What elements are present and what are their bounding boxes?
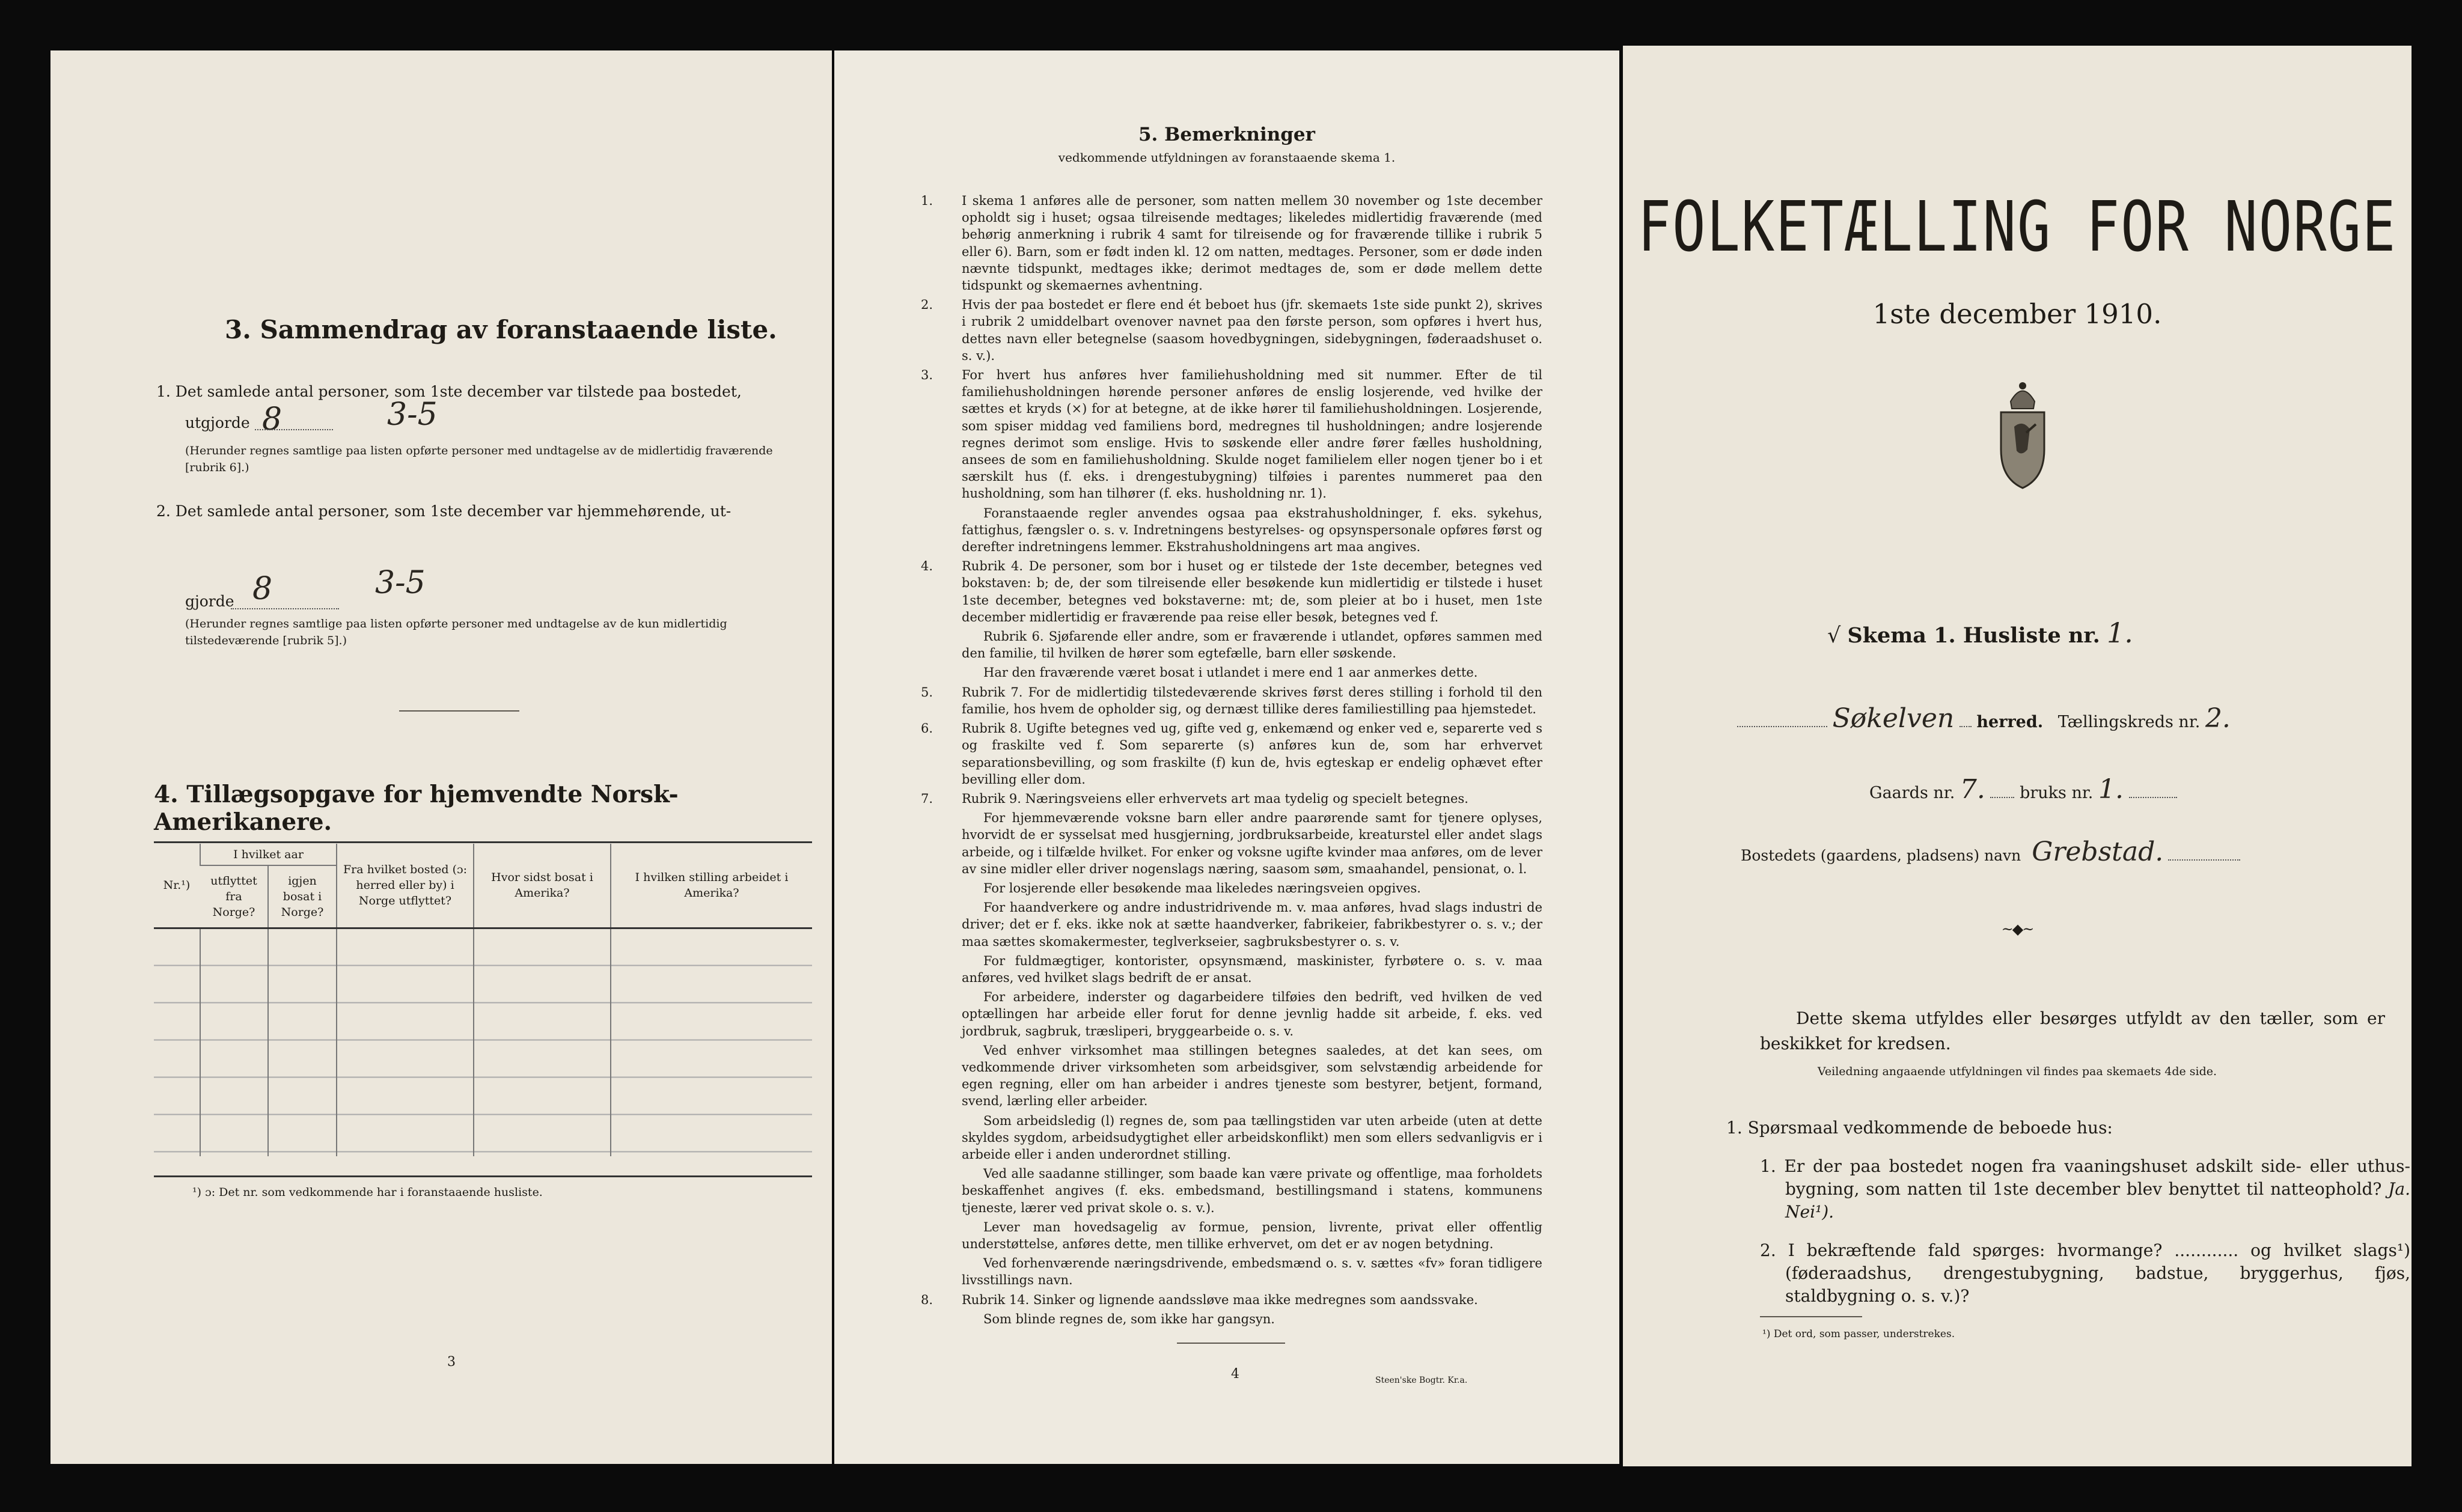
remark-number: 6.: [921, 721, 933, 736]
remark-number: 8.: [921, 1292, 933, 1307]
bosted-row: [1741, 837, 2240, 867]
item1-value: 8: [262, 401, 283, 437]
right-footnote: ¹) Det ord, som passer, understrekes.: [1762, 1328, 1955, 1340]
remark-text: I skema 1 anføres alle de personer, som natten mellem 30 november og 1ste december opholdt sig i huset; ogsaa tilreisende medtages; likeledes midlertidig fraværende (med behørig anmerkning i rubrik 4 samt for tilreisende og for fraværende tillike i rubrik 5 eller 6). Barn, som er født inden kl. 12 om natten, medtages. Personer, som er døde inden nævnte tidspunkt, medtages ikke; derimot medtages de, som er døde mellem dette tidspunkt og skemaernes avhentning.: [962, 194, 1542, 293]
col-nr: Nr.¹): [163, 879, 191, 892]
item1-note: (Herunder regnes samtlige paa listen opførte personer med undtagelse av de midlertidig fraværende [rubrik 6].): [185, 444, 773, 474]
printer-mark: Steen'ske Bogtr. Kr.a.: [1375, 1376, 1468, 1385]
page-middle: [834, 50, 1619, 1464]
schema-label-row: √ Skema 1. Husliste nr. 1.: [1827, 617, 2133, 649]
intro-text: Dette skema utfyldes eller besørges utfyldt av den tæller, som er beskikket for kredsen.: [1760, 1008, 2385, 1053]
remarks-title: 5. Bemerkninger: [1138, 124, 1315, 145]
col-bosat: igjen bosat i Norge?: [268, 865, 337, 928]
remark-text: Som blinde regnes de, som ikke har gangsyn.: [983, 1311, 1275, 1326]
gaards-row: [1869, 774, 2177, 805]
bosted-hand: Grebstad.: [2032, 837, 2164, 867]
remark-text: Rubrik 7. For de midlertidig tilstedeværende skrives først deres stilling i forhold til den familie, hos hvem de opholder sig, og dernæst tillike deres familiestilling paa hjemstedet.: [962, 684, 1542, 716]
item2-prefix: gjorde: [185, 593, 234, 610]
item2-hand: 3-5: [375, 565, 426, 601]
table-cell: [268, 928, 337, 1156]
bruks-nr: 1.: [2098, 774, 2124, 805]
section4-title: 4. Tillægsopgave for hjemvendte Norsk-Amerikanere.: [154, 781, 679, 836]
remark-text: For fuldmægtiger, kontorister, opsynsmænd, maskinister, fyrbøtere o. s. v. maa anføres, ved hvilket slags bedrift de er ansat.: [962, 953, 1542, 985]
remark-paragraph: [921, 192, 1542, 294]
remark-text: For hvert hus anføres hver familiehusholdning med sit nummer. Efter de til familiehusholdningen hørende personer anføres de enslig losjerende, ved hvilke der sættes et kryds (×) for at betegne, at de ikke hører til familiehusholdningen. Losjerende, som spiser middag ved familiens bord, medregnes til husholdningen; andre losjerende regnes derimot som enslige. Hvis to søskende eller andre fører fælles husholdning, ansees de som en familiehusholdning. Skulde noget familielem eller nogen tjener bo i et særskilt hus (f. eks. i drengestubygning) tilføies i parentes nummeret paa den husholdning, som han tilhører (f. eks. husholdning nr. 1).: [962, 368, 1542, 501]
remark-text: Rubrik 9. Næringsveiens eller erhvervets art maa tydelig og specielt betegnes.: [962, 791, 1468, 806]
item1-line1: 1. Det samlede antal personer, som 1ste december var tilstede paa bostedet,: [156, 383, 742, 400]
remark-paragraph: [921, 790, 1542, 807]
divider: [399, 710, 519, 712]
remark-text: Rubrik 4. De personer, som bor i huset og er tilstede der 1ste december, betegnes ved bokstaven: b; de, der som tilreisende eller besøkende kun midlertidig er tilstede i huset 1ste december, betegnes ved bokstaverne: mt; de, som pleier at bo i huset, men 1ste december midlertidig er fraværende paa reise eller besøk, betegnes ved f.: [962, 559, 1542, 624]
schema-label: Skema 1. Husliste nr.: [1847, 623, 2100, 648]
remark-paragraph: [941, 899, 1542, 950]
veiledning-text: Veiledning angaaende utfyldningen vil findes paa skemaets 4de side.: [1817, 1065, 2217, 1078]
remark-text: Ved alle saadanne stillinger, som baade kan være private og offentlige, maa forholdets beskaffenhet angives (f. eks. embedsmand, bestillingsmand i statens, kommunens tjeneste, lærer ved privat skole o. s. v.).: [962, 1166, 1542, 1215]
item1-prefix: utgjorde: [185, 414, 250, 431]
table-cell: [154, 928, 200, 1156]
remarks-list: [921, 192, 1542, 1330]
remark-paragraph: [941, 505, 1542, 556]
item2-value: 8: [252, 571, 273, 607]
census-date: 1ste december 1910.: [1872, 298, 2162, 330]
gaards-nr: 7.: [1960, 774, 1985, 805]
remark-paragraph: [921, 684, 1542, 718]
remark-paragraph: [921, 367, 1542, 502]
section4-footnote: ¹) ɔ: Det nr. som vedkommende har i foranstaaende husliste.: [192, 1186, 543, 1199]
remarks-subtitle: vedkommende utfyldningen av foranstaaende skema 1.: [1058, 150, 1396, 165]
remark-paragraph: [941, 880, 1542, 897]
remark-paragraph: [941, 953, 1542, 986]
remark-text: Som arbeidsledig (l) regnes de, som paa tællingstiden var uten arbeide (uten at dette skyldes sygdom, arbeidsudygtighet eller arbeidskonflikt) men som ellers sedvanligvis er i arbeide eller i anden underordnet stilling.: [962, 1113, 1542, 1162]
remark-text: For arbeidere, inderster og dagarbeidere tilføies den bedrift, ved hvilken de ved optællingen har arbeide eller forut for denne jevnlig hadde sit arbeide, f. eks. ved jordbruk, sagbruk, træsliperi, bryggearbeide o. s. v.: [962, 990, 1542, 1038]
gaards-label: Gaards nr.: [1869, 784, 1955, 802]
remark-text: Har den fraværende været bosat i utlandet i mere end 1 aar anmerkes dette.: [983, 665, 1478, 680]
remark-paragraph: [921, 296, 1542, 364]
question-1-text: 1. Er der paa bostedet nogen fra vaaningshuset adskilt side- eller uthus-bygning, som natten til 1ste december blev benyttet til natteophold?: [1760, 1156, 2410, 1199]
remark-number: 1.: [921, 194, 933, 208]
item2-note: (Herunder regnes samtlige paa listen opførte personer med undtagelse av de kun midlertidig tilstedeværende [rubrik 5].): [185, 617, 727, 647]
bruks-label: bruks nr.: [2020, 784, 2094, 802]
norsk-amerikanere-table: [154, 841, 812, 1156]
husliste-nr: 1.: [2107, 617, 2133, 649]
col-group: I hvilket aar: [200, 844, 337, 865]
remark-paragraph: [941, 1112, 1542, 1163]
table-cell: [474, 928, 611, 1156]
remark-text: Ved enhver virksomhet maa stillingen betegnes saaledes, at det kan sees, om vedkommende driver virksomheten som arbeidsgiver, som selvstændig arbeidende for egen regning, eller om han arbeider i andres tjeneste som bestyrer, betjent, formand, svend, lærling eller arbeider.: [962, 1043, 1542, 1109]
remark-number: 3.: [921, 368, 933, 383]
page-right: [1623, 46, 2412, 1466]
remark-paragraph: [921, 558, 1542, 626]
remark-text: Rubrik 6. Sjøfarende eller andre, som er fraværende i utlandet, opføres sammen med den familie, til hvilken de hører som egtefælle, barn eller søskende.: [962, 629, 1542, 661]
remark-paragraph: [941, 664, 1542, 681]
kreds-nr: 2.: [2205, 703, 2231, 734]
remark-paragraph: [941, 628, 1542, 662]
remark-text: For hjemmeværende voksne barn eller andre paarørende samt for tjenere oplyses, hvorvidt de er sysselsat med husgjerning, jordbruksarbeide, kreaturstel eller andet slags arbeide, og i tilfælde hvilket. For enker og voksne ugifte kvinder maa anføres, om de lever av sine midler eller driver nogenslags næring, saasom søm, smaahandel, pensionat, o. l.: [962, 811, 1542, 876]
remark-text: Ved forhenværende næringsdrivende, embedsmænd o. s. v. sættes «fv» foran tidligere livsstillings navn.: [962, 1256, 1542, 1288]
remark-number: 5.: [921, 684, 933, 700]
main-title: FOLKETÆLLING FOR NORGE: [1637, 186, 2397, 267]
remark-number: 2.: [921, 297, 933, 312]
question-1: [1760, 1155, 2410, 1224]
remark-text: Rubrik 14. Sinker og lignende aandssløve maa ikke medregnes som aandssvake.: [962, 1292, 1478, 1307]
remark-paragraph: [941, 989, 1542, 1040]
remark-number: 7.: [921, 791, 933, 806]
remark-number: 4.: [921, 559, 933, 574]
remark-text: For haandverkere og andre industridrivende m. v. maa anføres, hvad slags industri de driver; det er f. eks. ikke nok at sætte haandverker, fabrikeier, fabrikbestyrer o. s. v.; der maa sættes skomakermester, teglverkseier, sagbruksbestyrer o. s. v.: [962, 900, 1542, 949]
questions-header: 1. Spørsmaal vedkommende de beboede hus:: [1726, 1118, 2113, 1138]
bottom-divider: [1177, 1343, 1285, 1344]
herred-label: herred.: [1976, 713, 2044, 731]
col-stilling: I hvilken stilling arbeidet i Amerika?: [611, 844, 812, 928]
table-cell: [200, 928, 268, 1156]
page-left: [50, 50, 832, 1464]
remark-paragraph: [941, 1255, 1542, 1288]
footnote-divider: [1760, 1316, 1862, 1317]
remark-text: For losjerende eller besøkende maa likeledes næringsveien opgives.: [983, 880, 1421, 895]
remark-paragraph: [921, 1291, 1542, 1308]
page-number-4: 4: [1231, 1367, 1239, 1382]
col-utflyttet: utflyttet fra Norge?: [210, 874, 257, 919]
col-bosted: Fra hvilket bosted (ɔ: herred eller by) i Norge utflyttet?: [337, 844, 474, 928]
item2-line1: 2. Det samlede antal personer, som 1ste december var hjemmehørende, ut-: [156, 502, 732, 520]
remark-paragraph: [921, 720, 1542, 788]
remark-text: Hvis der paa bostedet er flere end ét beboet hus (jfr. skemaets 1ste side punkt 2), skrives i rubrik 2 umiddelbart ovenover navnet paa den første person, som opføres i hvert hus, dettes navn eller betegnelse (saasom hovedbygningen, sidebygningen, føderaadshuset o. s. v.).: [962, 297, 1542, 363]
table-cell: [337, 928, 474, 1156]
kreds-label: Tællingskreds nr.: [2057, 713, 2201, 731]
question-1-answer: Ja. Nei¹).: [1785, 1179, 2410, 1222]
page-number-3: 3: [447, 1355, 456, 1370]
section3-title: 3. Sammendrag av foranstaaende liste.: [225, 315, 777, 344]
herred-row: [1737, 703, 2386, 734]
col-amerika: Hvor sidst bosat i Amerika?: [474, 844, 611, 928]
question-2: 2. I bekræftende fald spørges: hvormange? ............ og hvilket slags¹) (føderaadshus, drengestubygning, badstue, bryggerhus, fjøs, staldbygning o. s. v.)?: [1760, 1240, 2410, 1306]
remark-paragraph: [941, 809, 1542, 877]
remark-text: Foranstaaende regler anvendes ogsaa paa ekstrahusholdninger, f. eks. sykehus, fattighus, fængsler o. s. v. Indretningens bestyrelses- og opsynspersonale opføres først og derefter indretningens lemmer. Ekstrahusholdningens art maa angives.: [962, 505, 1542, 555]
remark-text: Lever man hovedsagelig av formue, pension, livrente, privat eller offentlig understøttelse, anføres dette, men tillike erhvervet, om det er av nogen betydning.: [962, 1219, 1542, 1251]
ornament: ~◆~: [2001, 921, 2033, 937]
remark-paragraph: [941, 1042, 1542, 1110]
remark-paragraph: [941, 1165, 1542, 1216]
table-cell: [611, 928, 812, 1156]
coat-of-arms-icon: [1993, 377, 2053, 492]
remark-text: Rubrik 8. Ugifte betegnes ved ug, gifte ved g, enkemænd og enker ved e, separerte ved s og fraskilte ved f. Som separerte (s) anføres kun de, som har erhvervet separationsbevilling, og som fraskilte (f) kun de, hvis egteskap er endelig ophævet efter bevilling eller dom.: [962, 721, 1542, 787]
bosted-label: Bostedets (gaardens, pladsens) navn: [1741, 847, 2021, 864]
item2-dotline: [231, 602, 339, 609]
item1-hand: 3-5: [387, 397, 438, 433]
remark-paragraph: [941, 1311, 1542, 1328]
remark-paragraph: [941, 1219, 1542, 1252]
herred-hand: Søkelven: [1832, 703, 1955, 734]
item1-dotline: [255, 423, 333, 430]
